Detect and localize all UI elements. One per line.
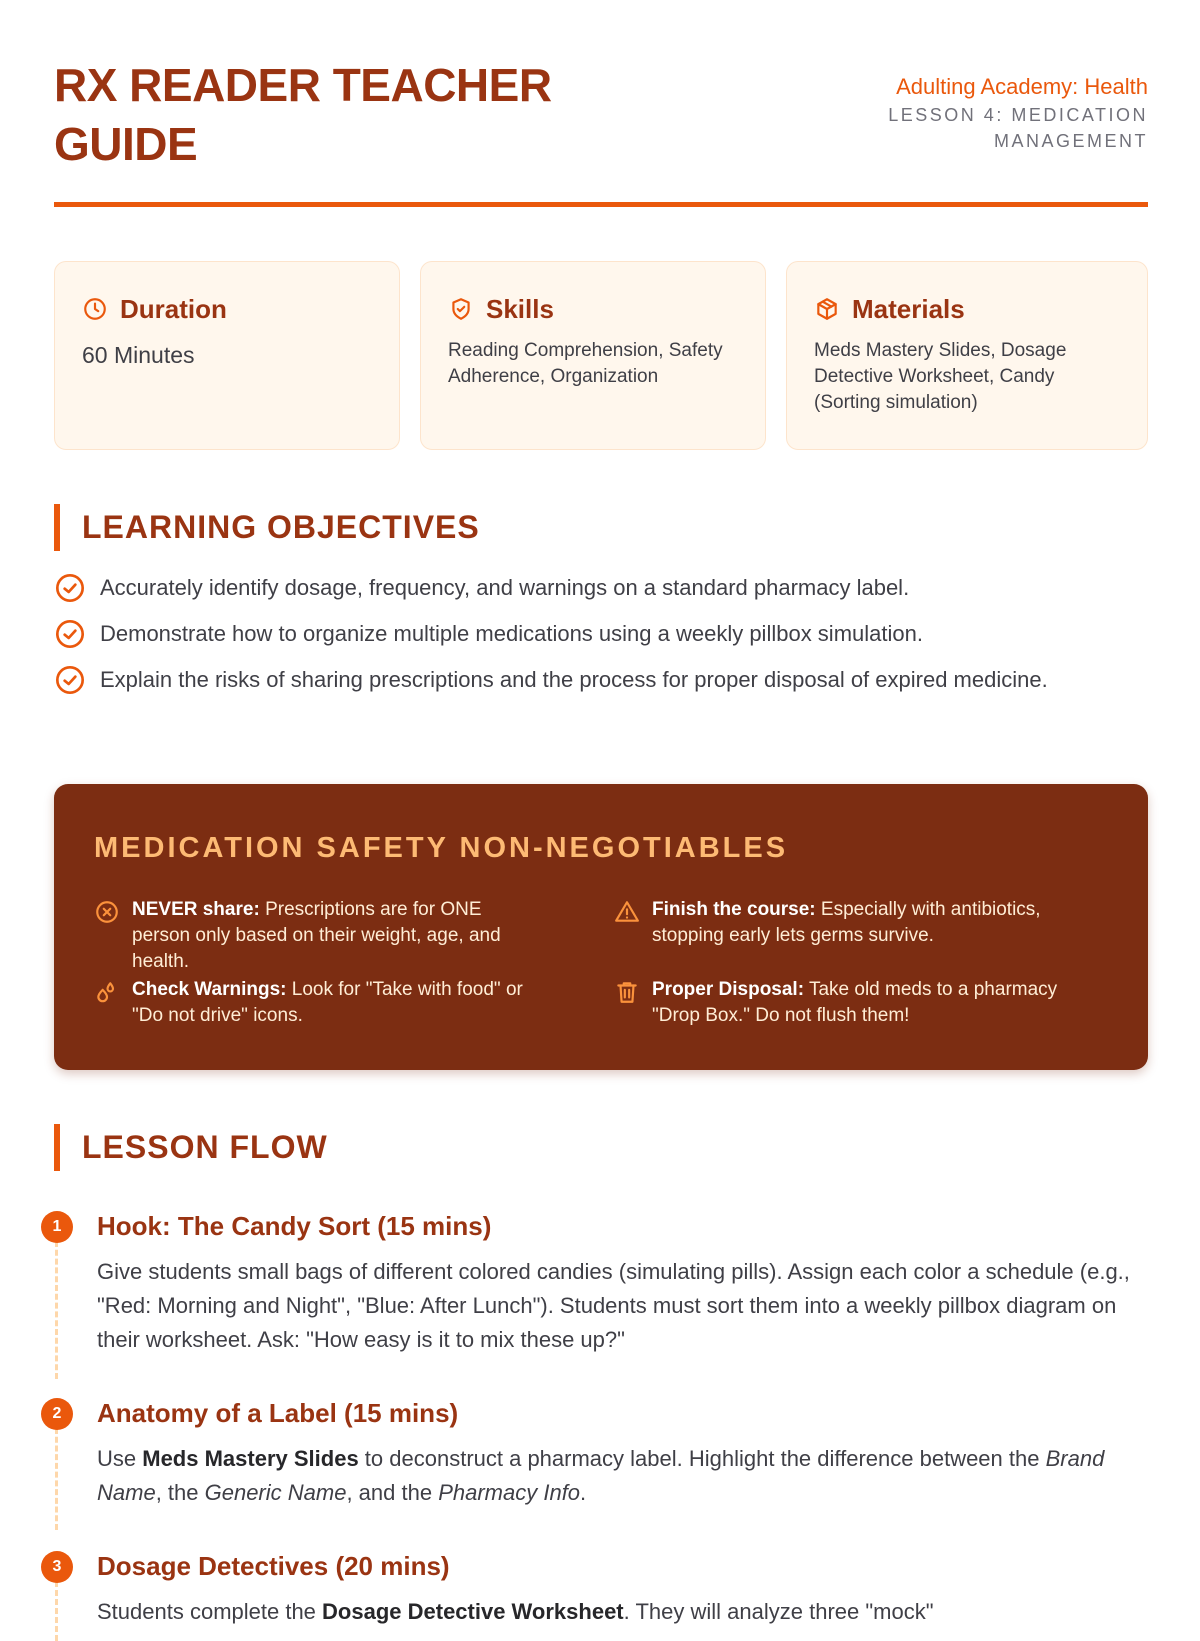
step-text: Use Meds Mastery Slides to deconstruct a pharmacy label. Highlight the difference between the Brand Name, the Generic Name, and the Pharmacy Info.	[97, 1446, 1105, 1505]
step-title: Hook: The Candy Sort (15 mins)	[97, 1211, 492, 1241]
duration-card	[54, 261, 400, 450]
card-value: 60 Minutes	[82, 342, 195, 368]
skills-card	[420, 261, 766, 450]
card-value: Reading Comprehension, Safety Adherence, Organization	[448, 340, 723, 387]
warning-icon	[614, 899, 640, 925]
step-title: Dosage Detectives (20 mins)	[97, 1551, 450, 1581]
clock-icon	[82, 296, 108, 322]
objective-text: Demonstrate how to organize multiple medications using a weekly pillbox simulation.	[100, 621, 923, 646]
timeline-line	[55, 1428, 58, 1530]
card-title: Skills	[486, 293, 554, 324]
step-number: 1	[41, 1211, 73, 1243]
safety-rule	[94, 977, 544, 1029]
page-title: RX READER TEACHER GUIDE	[54, 59, 552, 170]
timeline-line	[55, 1241, 58, 1379]
list-item	[54, 571, 1148, 604]
lesson-flow-heading: LESSON FLOW	[54, 1124, 328, 1171]
step-number: 2	[41, 1398, 73, 1430]
brand-name: Adulting Academy: Health	[896, 74, 1148, 99]
safety-rule	[614, 977, 1084, 1029]
droplets-icon	[94, 979, 120, 1005]
step-text: Give students small bags of different colored candies (simulating pills). Assign each color a schedule (e.g., "Red: Morning and Night", "Blue: After Lunch"). Students must sort them into a weekly pillbox diagram on their worksheet. Ask: "How easy is it to mix these up?"	[97, 1259, 1130, 1352]
safety-rule	[94, 897, 544, 975]
list-item	[54, 617, 1148, 650]
list-item	[54, 663, 1148, 696]
trash-icon	[614, 979, 640, 1005]
safety-heading: MEDICATION SAFETY NON-NEGOTIABLES	[94, 832, 789, 864]
check-circle-icon	[54, 664, 86, 696]
rule-label: NEVER share:	[132, 899, 260, 920]
objectives-heading: LEARNING OBJECTIVES	[54, 504, 480, 551]
safety-rule	[614, 897, 1084, 949]
shield-check-icon	[448, 296, 474, 322]
rule-text: Look for "Take with food" or "Do not drive" icons.	[132, 979, 523, 1026]
page-header	[54, 0, 1148, 207]
step-text: Students complete the Dosage Detective Worksheet. They will analyze three "mock"	[97, 1599, 934, 1624]
rule-text: Prescriptions are for ONE person only based on their weight, age, and health.	[132, 899, 501, 972]
step-title: Anatomy of a Label (15 mins)	[97, 1398, 459, 1428]
card-title: Materials	[852, 293, 965, 324]
objective-text: Explain the risks of sharing prescriptions and the process for proper disposal of expired medicine.	[100, 667, 1048, 692]
card-value: Meds Mastery Slides, Dosage Detective Worksheet, Candy (Sorting simulation)	[814, 340, 1067, 413]
info-cards	[54, 261, 1148, 450]
check-circle-icon	[54, 618, 86, 650]
card-title: Duration	[120, 293, 227, 324]
brand-block	[788, 72, 1148, 154]
rule-text: Especially with antibiotics, stopping early lets germs survive.	[652, 899, 1041, 946]
lesson-label: LESSON 4: MEDICATION MANAGEMENT	[888, 105, 1148, 151]
step-number: 3	[41, 1551, 73, 1583]
check-circle-icon	[54, 572, 86, 604]
teacher-guide-page	[52, 0, 1148, 1624]
rule-text: Take old meds to a pharmacy "Drop Box." Do not flush them!	[652, 979, 1058, 1026]
package-icon	[814, 296, 840, 322]
rule-label: Proper Disposal:	[652, 979, 805, 1000]
safety-panel	[54, 784, 1148, 1070]
rule-label: Check Warnings:	[132, 979, 287, 1000]
rule-label: Finish the course:	[652, 899, 816, 920]
objectives-list	[54, 571, 1148, 709]
x-circle-icon	[94, 899, 120, 925]
materials-card	[786, 261, 1148, 450]
timeline-line	[55, 1581, 58, 1641]
objective-text: Accurately identify dosage, frequency, and warnings on a standard pharmacy label.	[100, 575, 910, 600]
